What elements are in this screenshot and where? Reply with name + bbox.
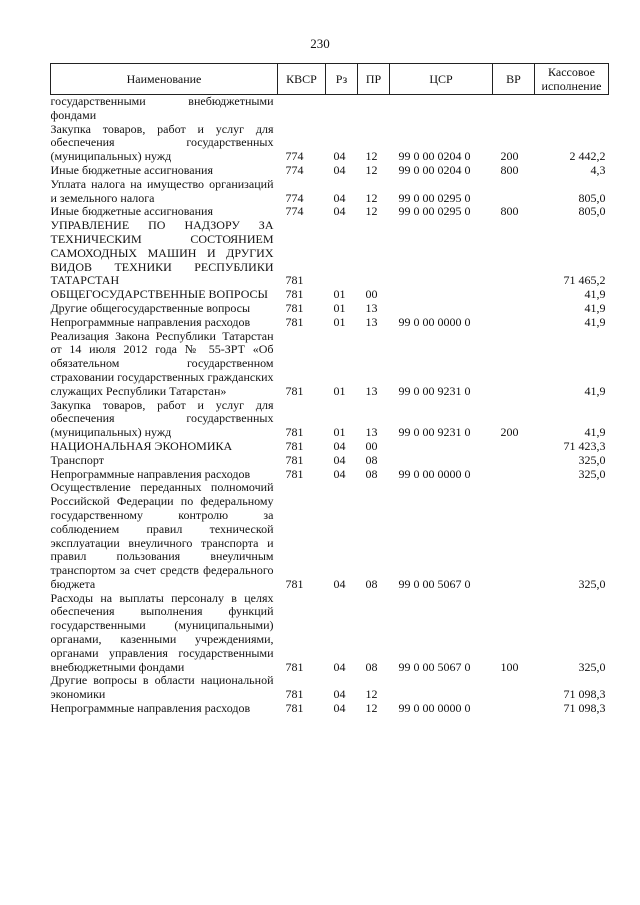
cell-name: Транспорт bbox=[50, 452, 104, 467]
cell-name: Реализация Закона Республики Татарстан от 14 июля 2012 года № 55-ЗРТ «Об обязательном государственном страховании государственных гражданских служащих Республики Татарстан» bbox=[50, 328, 274, 398]
table-row bbox=[51, 674, 609, 702]
cell-sum: 325,0 bbox=[578, 659, 606, 674]
cell-sum: 325,0 bbox=[578, 452, 606, 467]
cell-pr: 12 bbox=[365, 701, 378, 716]
header-rz: Рз bbox=[326, 64, 358, 95]
cell-vr: 100 bbox=[500, 659, 519, 674]
cell-kvsr: 774 bbox=[285, 162, 304, 177]
cell-name: Осуществление переданных полномочий Российской Федерации по федеральному государственному контролю за соблюдением правил технической эксплуатации внеуличного транспорта и правил пользования внеуличным транспортом за счет средств федерального бюджета bbox=[50, 480, 274, 591]
cell-pr: 08 bbox=[365, 576, 378, 591]
cell-csr bbox=[390, 219, 493, 288]
cell-vr bbox=[493, 316, 535, 330]
cell-vr bbox=[493, 178, 535, 206]
cell-pr: 00 bbox=[365, 287, 378, 302]
cell-name: Уплата налога на имущество организаций и земельного налога bbox=[50, 176, 274, 205]
cell-pr: 12 bbox=[365, 204, 378, 219]
table-row bbox=[51, 219, 609, 288]
cell-name: ОБЩЕГОСУДАРСТВЕННЫЕ ВОПРОСЫ bbox=[50, 287, 268, 302]
cell-rz: 04 bbox=[333, 452, 346, 467]
cell-name: Расходы на выплаты персоналу в целях обеспечения выполнения функций государственными (муниципальными) органами, казенными учреждениями, органами управления государственными внебюджетными фондами bbox=[50, 590, 274, 674]
cell-csr: 99 0 00 0204 0 bbox=[398, 162, 471, 177]
cell-rz: 01 bbox=[333, 425, 346, 440]
cell-name: Иные бюджетные ассигнования bbox=[50, 204, 213, 219]
cell-csr: 99 0 00 0000 0 bbox=[398, 701, 471, 716]
cell-name: Другие вопросы в области национальной экономики bbox=[50, 673, 274, 702]
cell-name: Другие общегосударственные вопросы bbox=[50, 300, 251, 315]
cell-kvsr: 781 bbox=[285, 452, 304, 467]
cell-kvsr: 774 bbox=[285, 204, 304, 219]
cell-vr bbox=[493, 288, 535, 302]
cell-kvsr: 781 bbox=[285, 659, 304, 674]
cell-sum: 805,0 bbox=[578, 190, 606, 205]
cell-pr bbox=[358, 95, 390, 123]
cell-pr: 13 bbox=[365, 314, 378, 329]
table-row bbox=[51, 316, 609, 330]
cell-vr bbox=[493, 219, 535, 288]
cell-rz: 04 bbox=[333, 438, 346, 453]
cell-kvsr: 781 bbox=[285, 273, 304, 288]
header-csr: ЦСР bbox=[390, 64, 493, 95]
table-row bbox=[51, 123, 609, 164]
cell-pr: 12 bbox=[365, 687, 378, 702]
cell-vr: 200 bbox=[500, 425, 519, 440]
cell-pr: 08 bbox=[365, 659, 378, 674]
cell-name: НАЦИОНАЛЬНАЯ ЭКОНОМИКА bbox=[50, 438, 233, 453]
cell-vr bbox=[493, 468, 535, 482]
cell-csr: 99 0 00 0295 0 bbox=[398, 190, 471, 205]
cell-kvsr: 774 bbox=[285, 190, 304, 205]
cell-name: государственными внебюджетными фондами bbox=[50, 94, 274, 122]
table-row bbox=[51, 468, 609, 482]
header-sum: Кассовое исполнение bbox=[535, 64, 609, 95]
budget-execution-table bbox=[50, 63, 609, 716]
cell-pr: 12 bbox=[365, 190, 378, 205]
cell-name: Непрограммные направления расходов bbox=[50, 314, 251, 329]
cell-pr: 12 bbox=[365, 162, 378, 177]
cell-sum: 71 098,3 bbox=[563, 701, 606, 716]
cell-csr: 99 0 00 9231 0 bbox=[398, 425, 471, 440]
cell-sum: 71 098,3 bbox=[563, 687, 606, 702]
cell-kvsr: 774 bbox=[285, 149, 304, 164]
cell-rz: 04 bbox=[333, 687, 346, 702]
cell-csr: 99 0 00 9231 0 bbox=[398, 383, 471, 398]
page-number: 230 bbox=[310, 36, 330, 51]
cell-pr bbox=[358, 219, 390, 288]
table-header-row bbox=[51, 64, 609, 95]
header-kvsr: КВСР bbox=[278, 64, 326, 95]
cell-pr: 13 bbox=[365, 300, 378, 315]
table-row bbox=[51, 702, 609, 716]
cell-kvsr: 781 bbox=[285, 300, 304, 315]
cell-kvsr: 781 bbox=[285, 314, 304, 329]
cell-rz bbox=[326, 219, 358, 288]
cell-csr: 99 0 00 0295 0 bbox=[398, 204, 471, 219]
cell-pr: 13 bbox=[365, 425, 378, 440]
cell-vr: 800 bbox=[500, 204, 519, 219]
cell-kvsr: 781 bbox=[285, 287, 304, 302]
cell-kvsr: 781 bbox=[285, 383, 304, 398]
cell-vr bbox=[493, 95, 535, 123]
cell-sum: 41,9 bbox=[584, 287, 606, 302]
cell-rz: 04 bbox=[333, 659, 346, 674]
table-row bbox=[51, 440, 609, 454]
cell-rz: 04 bbox=[333, 466, 346, 481]
cell-name: УПРАВЛЕНИЕ ПО НАДЗОРУ ЗА ТЕХНИЧЕСКИМ СОСТОЯНИЕМ САМОХОДНЫХ МАШИН И ДРУГИХ ВИДОВ ТЕХНИКИ РЕСПУБЛИКИ ТАТАРСТАН bbox=[50, 218, 274, 288]
cell-rz: 01 bbox=[333, 314, 346, 329]
table-row bbox=[51, 302, 609, 316]
cell-rz bbox=[326, 95, 358, 123]
cell-pr: 00 bbox=[365, 438, 378, 453]
header-name: Наименование bbox=[51, 64, 278, 95]
cell-rz: 04 bbox=[333, 701, 346, 716]
table-body bbox=[51, 95, 609, 716]
table-row bbox=[51, 399, 609, 440]
cell-name: Закупка товаров, работ и услуг для обеспечения государственных (муниципальных) нужд bbox=[50, 121, 274, 164]
cell-kvsr bbox=[278, 95, 326, 123]
header-vr: ВР bbox=[493, 64, 535, 95]
cell-rz: 04 bbox=[333, 190, 346, 205]
cell-vr bbox=[493, 481, 535, 591]
cell-rz: 01 bbox=[333, 300, 346, 315]
cell-sum: 4,3 bbox=[590, 162, 606, 177]
cell-rz: 01 bbox=[333, 383, 346, 398]
cell-csr: 99 0 00 0000 0 bbox=[398, 314, 471, 329]
cell-csr bbox=[390, 440, 493, 454]
cell-pr: 12 bbox=[365, 149, 378, 164]
cell-vr bbox=[493, 302, 535, 316]
cell-sum bbox=[535, 95, 609, 123]
cell-rz: 04 bbox=[333, 576, 346, 591]
cell-csr bbox=[390, 454, 493, 468]
cell-pr: 08 bbox=[365, 466, 378, 481]
table-row bbox=[51, 454, 609, 468]
cell-name: Непрограммные направления расходов bbox=[50, 466, 251, 481]
table-row bbox=[51, 164, 609, 178]
cell-kvsr: 781 bbox=[285, 466, 304, 481]
cell-vr bbox=[493, 330, 535, 399]
cell-sum: 41,9 bbox=[584, 314, 606, 329]
cell-rz: 04 bbox=[333, 162, 346, 177]
cell-vr: 800 bbox=[500, 162, 519, 177]
cell-csr bbox=[390, 302, 493, 316]
cell-csr bbox=[390, 95, 493, 123]
table-row bbox=[51, 481, 609, 591]
table-row bbox=[51, 288, 609, 302]
header-pr: ПР bbox=[358, 64, 390, 95]
cell-kvsr: 781 bbox=[285, 576, 304, 591]
cell-pr: 13 bbox=[365, 383, 378, 398]
cell-kvsr: 781 bbox=[285, 425, 304, 440]
cell-pr: 08 bbox=[365, 452, 378, 467]
cell-vr: 200 bbox=[500, 149, 519, 164]
cell-sum: 805,0 bbox=[578, 204, 606, 219]
cell-vr bbox=[493, 674, 535, 702]
cell-kvsr: 781 bbox=[285, 701, 304, 716]
cell-kvsr: 781 bbox=[285, 438, 304, 453]
cell-csr: 99 0 00 0000 0 bbox=[398, 466, 471, 481]
cell-csr: 99 0 00 5067 0 bbox=[398, 659, 471, 674]
cell-name: Иные бюджетные ассигнования bbox=[50, 162, 213, 177]
cell-rz: 04 bbox=[333, 149, 346, 164]
cell-sum: 325,0 bbox=[578, 466, 606, 481]
cell-sum: 41,9 bbox=[584, 425, 606, 440]
table-row bbox=[51, 592, 609, 675]
cell-rz: 04 bbox=[333, 204, 346, 219]
table-row bbox=[51, 178, 609, 206]
cell-vr bbox=[493, 440, 535, 454]
cell-name: Непрограммные направления расходов bbox=[50, 701, 251, 716]
cell-name: Закупка товаров, работ и услуг для обеспечения государственных (муниципальных) нужд bbox=[50, 397, 274, 440]
cell-csr: 99 0 00 0204 0 bbox=[398, 149, 471, 164]
cell-sum: 41,9 bbox=[584, 383, 606, 398]
cell-sum: 2 442,2 bbox=[569, 149, 606, 164]
cell-vr bbox=[493, 702, 535, 716]
cell-rz: 01 bbox=[333, 287, 346, 302]
cell-vr bbox=[493, 454, 535, 468]
table-row bbox=[51, 95, 609, 123]
table-row bbox=[51, 205, 609, 219]
cell-csr: 99 0 00 5067 0 bbox=[398, 576, 471, 591]
cell-sum: 325,0 bbox=[578, 576, 606, 591]
table-row bbox=[51, 330, 609, 399]
cell-sum: 41,9 bbox=[584, 300, 606, 315]
cell-sum: 71 423,3 bbox=[563, 438, 606, 453]
cell-csr bbox=[390, 674, 493, 702]
cell-sum: 71 465,2 bbox=[563, 273, 606, 288]
cell-kvsr: 781 bbox=[285, 687, 304, 702]
cell-csr bbox=[390, 288, 493, 302]
